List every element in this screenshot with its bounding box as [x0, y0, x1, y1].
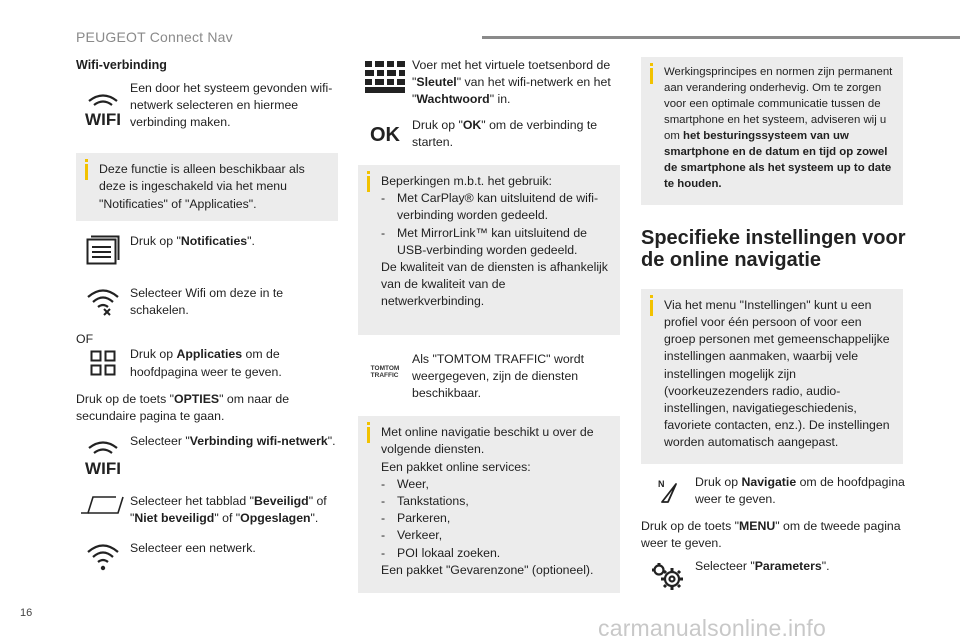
keyboard-icon: [358, 57, 412, 93]
step-parameters: Selecteer "Parameters".: [641, 558, 906, 592]
limits-item-mirrorlink: - Met MirrorLink™ kan uitsluitend de USB-verbinding worden gedeeld.: [381, 225, 587, 257]
applicaties-label: Applicaties: [176, 347, 243, 362]
step-applications: Druk op Applicaties om de hoofdpagina weer te geven.: [76, 346, 338, 380]
limits-item-carplay: - Met CarPlay® kan uitsluitend de wifi-verbinding worden gedeeld.: [381, 191, 599, 223]
tomtom-traffic-logo: TOMTOM TRAFFIC: [370, 364, 400, 379]
step-select-connection: WIFI Selecteer "Verbinding wifi-netwerk".: [76, 433, 338, 477]
wifi-connection-icon: [76, 433, 130, 477]
applications-grid-icon: [76, 346, 130, 376]
step-ok: OK Druk op "OK" om de verbinding te starten.: [358, 117, 620, 151]
service-item: - Parkeren,: [381, 511, 451, 526]
or-label: OF: [76, 332, 94, 347]
step-wifi-intro: [76, 80, 338, 132]
info-box-profiles: Via het menu "Instellingen" kunt u een profiel voor één persoon of voor een groep personen met gemeenschappelijke instellingen aanmaken, waarbij vele instellingen mogelijk zijn (voorkeuzezenders radio, audio-instellingen, navigatiegeschiedenis, favoriete contacten, enz.). De instellingen worden automatisch aangepast.: [641, 289, 903, 464]
service-item: - POI lokaal zoeken.: [381, 545, 501, 560]
step-select-tab: Selecteer het tabblad "Beveiligd" of "Niet beveiligd" of "Opgeslagen".: [76, 493, 338, 527]
wifi-heading: Wifi-verbinding: [76, 58, 167, 72]
info-box-update: Werkingsprincipes en normen zijn permanent aan verandering onderhevig. Om te zorgen voor een optimale communicatie tussen de smartphone en het systeem, adviseren wij u om het besturingssysteem van uw smartphone en de datum en tijd op zowel de smartphone als het systeem up to date te houden.: [641, 57, 903, 205]
step-keyboard: Voer met het virtuele toetsenbord de "Sleutel" van het wifi-netwerk en het "Wachtwoord" in.: [358, 57, 620, 109]
header-title: PEUGEOT Connect Nav: [76, 29, 233, 45]
svg-text:N: N: [658, 478, 665, 489]
service-item: - Tankstations,: [381, 494, 469, 509]
step-notifications: Druk op "Notificaties".: [76, 233, 338, 265]
wifi-text-icon: [76, 80, 130, 128]
column-2: [358, 57, 620, 593]
wifi-signal-icon: [76, 540, 130, 572]
menu-instruction: Druk op de toets "MENU" om de tweede pagina weer te geven.: [641, 518, 901, 551]
info-box-availability: [76, 153, 338, 221]
section-heading-online-navigation: Specifieke instellingen voor de online navigatie: [641, 226, 906, 271]
info-availability-text: Deze functie is alleen beschikbaar als deze is ingeschakeld via het menu "Notificaties" of "Applicaties".: [99, 162, 305, 211]
column-3: [641, 57, 906, 592]
step-navigation: N Druk op Navigatie om de hoofdpagina weer te geven.: [641, 474, 906, 508]
navigation-arrow-icon: [641, 474, 695, 504]
wifi-off-icon: [76, 285, 130, 317]
wifi-intro-text: Een door het systeem gevonden wifi-netwerk selecteren en hiermee verbinding maken.: [130, 80, 333, 129]
tabs-icon: [76, 493, 130, 515]
notifications-icon: [76, 233, 130, 265]
step-tomtom: TOMTOM TRAFFIC Als "TOMTOM TRAFFIC" wordt weergegeven, zijn de diensten beschikbaar.: [358, 351, 620, 403]
options-instruction: Druk op de toets "OPTIES" om naar de secundaire pagina te gaan.: [76, 391, 290, 423]
step-select-network: Selecteer een netwerk.: [76, 540, 338, 572]
step-wifi-toggle: Selecteer Wifi om deze in te schakelen.: [76, 285, 338, 319]
info-box-services: Met online navigatie beschikt u over de volgende diensten. Een pakket online services: - Weer, - Tankstations, - Parkeren, - Verkeer, - POI lokaal zoeken. Een pakket "Gevarenzone" (optioneel).: [358, 416, 620, 593]
footer-watermark: carmanualsonline.info: [598, 615, 826, 640]
svg-text:WIFI: WIFI: [85, 459, 121, 478]
info-box-limitations: Beperkingen m.b.t. het gebruik: - Met CarPlay® kan uitsluitend de wifi-verbinding worden gedeeld. - Met MirrorLink™ kan uitsluitend de USB-verbinding worden gedeeld. De kwaliteit van de diensten is afhankelijk van de kwaliteit van de netwerkverbinding.: [358, 165, 620, 335]
service-item: - Verkeer,: [381, 528, 443, 543]
wifi-icon-label: WIFI: [85, 109, 121, 128]
header-rule: [482, 36, 960, 39]
column-1: [76, 57, 338, 572]
service-item: - Weer,: [381, 476, 429, 491]
notificaties-label: Notificaties: [180, 233, 248, 248]
settings-gears-icon: [641, 558, 695, 592]
ok-icon: OK: [370, 123, 400, 146]
page-number: 16: [20, 607, 33, 619]
